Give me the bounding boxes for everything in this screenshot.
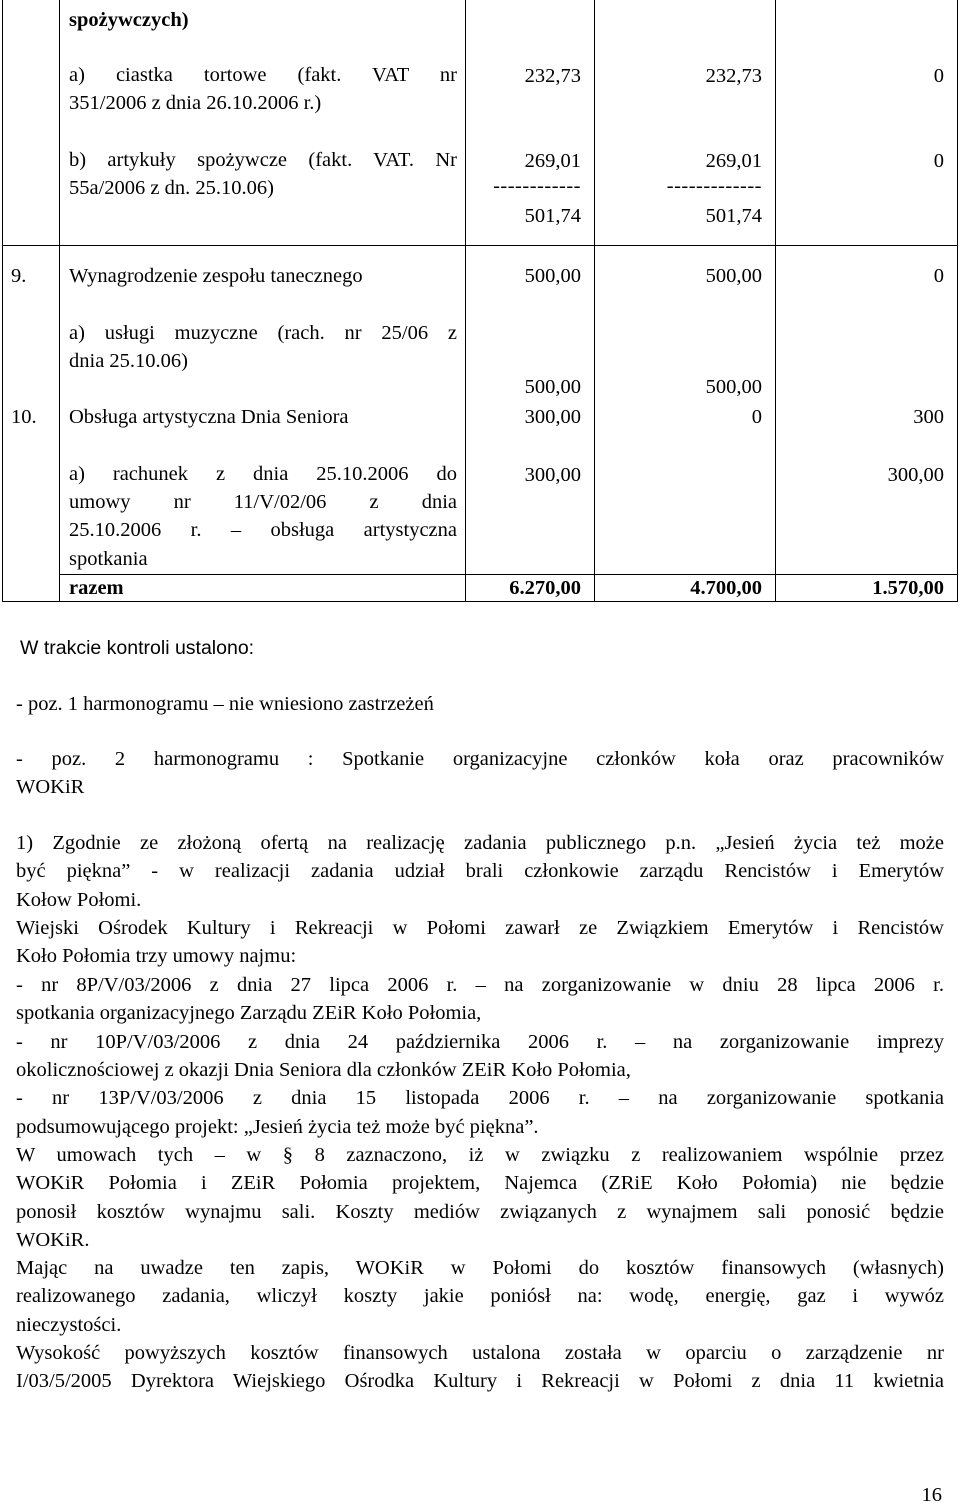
subtotal-separator-2: ------------- [666,175,762,197]
row-8b-value-3: 0 [933,150,944,172]
row-8a-value-2: 232,73 [705,65,762,87]
row-9a-label-line2: dnia 25.10.06) [69,350,188,372]
row-9a-label-line1: a) usługi muzyczne (rach. nr 25/06 z [69,322,457,344]
table-border-left [2,0,3,601]
row-9a-value-2: 500,00 [705,376,762,398]
row-9-label: Wynagrodzenie zespołu tanecznego [69,265,363,287]
row-10a-label-line2: umowy nr 11/V/02/06 z dnia [69,491,457,513]
row-8a-label-line2: 351/2006 z dnia 26.10.2006 r.) [69,92,322,114]
poz2-paragraph [16,745,944,802]
p4-line1: Mając na uwadze ten zapis, WOKiR w Połomi do kosztów finansowych (własnych) [16,1257,944,1279]
subtotal-value-2: 501,74 [705,205,762,227]
table-border-col2 [465,0,466,601]
p4-line3: nieczystości. [16,1313,122,1336]
row-10-value-3: 300 [913,406,944,428]
p4-line2: realizowanego zadania, wliczył koszty jakie poniósł na: wodę, energię, gaz i wywóz [16,1285,944,1308]
row-8b-value-2: 269,01 [705,150,762,172]
p2-line7: - nr 13P/V/03/2006 z dnia 15 listopada 2006 r. – na zorganizowanie spotkania [16,1087,944,1110]
row-9-value-3: 0 [933,265,944,287]
row-8a-label-line1: a) ciastka tortowe (fakt. VAT nr [69,64,457,86]
total-value-1: 6.270,00 [509,577,581,599]
total-value-2: 4.700,00 [690,577,762,599]
p2-line6: okolicznościowej z okazji Dnia Seniora dla członków ZEiR Koło Połomia, [16,1059,631,1082]
row-10a-label-line3: 25.10.2006 r. – obsługa artystyczna [69,519,457,541]
row-10a-label-line4: spotkania [69,548,148,570]
p3-line2: WOKiR Połomia i ZEiR Połomia projektem, Najemca (ZRiE Koło Połomia) nie będzie [16,1172,944,1195]
total-value-3: 1.570,00 [872,577,944,599]
paragraph-1 [16,829,944,914]
table-border-col1 [59,0,60,601]
poz2-line1: - poz. 2 harmonogramu : Spotkanie organizacyjne członków koła oraz pracowników [16,748,944,770]
paragraph-2 [16,914,944,1141]
subtotal-value-1: 501,74 [524,205,581,227]
p3-line3: ponosił kosztów wynajmu sali. Koszty mediów związanych z wynajmem sali ponosić będzie [16,1200,944,1223]
p5-line2: I/03/5/2005 Dyrektora Wiejskiego Ośrodka Kultury i Rekreacji w Połomi z dnia 11 kwietnia [16,1370,944,1393]
total-label: razem [69,577,124,599]
table-border-col4 [775,0,776,601]
row-9a-value-1: 500,00 [524,376,581,398]
row-label-continuation: spożywczych) [69,9,189,31]
row-10-number: 10. [11,406,37,428]
p2-line3: - nr 8P/V/03/2006 z dnia 27 lipca 2006 r. – na zorganizowanie w dniu 28 lipca 2006 r. [16,973,944,996]
row-10-value-1: 300,00 [524,406,581,428]
p1-line2: być piękna” - w realizacji zadania udział brali członkowie zarządu Rencistów i Emerytów [16,860,944,883]
p1-line1: 1) Zgodnie ze złożoną ofertą na realizację zadania publicznego p.n. „Jesień życia też może [16,832,944,854]
subtotal-separator-1: ------------ [493,175,581,197]
row-8a-value-1: 232,73 [524,65,581,87]
cost-table [0,0,960,603]
p5-line1: Wysokość powyższych kosztów finansowych ustalona została w oparciu o zarządzenie nr [16,1342,944,1364]
row-8b-value-1: 269,01 [524,150,581,172]
p2-line4: spotkania organizacyjnego Zarządu ZEiR Koło Połomia, [16,1002,482,1025]
row-10-label: Obsługa artystyczna Dnia Seniora [69,406,349,428]
row-9-value-1: 500,00 [524,265,581,287]
p2-line5: - nr 10P/V/03/2006 z dnia 24 października 2006 r. – na zorganizowanie imprezy [16,1030,944,1053]
p2-line2: Koło Połomia trzy umowy najmu: [16,945,297,968]
row-8b-label-line2: 55a/2006 z dn. 25.10.06) [69,177,274,199]
row-8b-label-line1: b) artykuły spożywcze (fakt. VAT. Nr [69,149,457,171]
row-10a-value-3: 300,00 [887,464,944,486]
p1-line3: Kołow Połomi. [16,888,142,911]
p2-line8: podsumowującego projekt: „Jesień życia też może być piękna”. [16,1115,539,1138]
p3-line4: WOKiR. [16,1229,90,1252]
row-8a-value-3: 0 [933,65,944,87]
p3-line1: W umowach tych – w § 8 zaznaczono, iż w związku z realizowaniem wspólnie przez [16,1144,944,1166]
row-9-number: 9. [11,265,27,287]
row-9-value-2: 500,00 [705,265,762,287]
page-number: 16 [921,1484,942,1506]
findings-heading: W trakcie kontroli ustalono: [20,637,255,659]
table-border-col3 [594,0,595,601]
table-border-bottom [2,601,958,602]
row-10a-value-1: 300,00 [524,464,581,486]
poz2-line2: WOKiR [16,776,85,799]
table-border-row9 [2,245,958,246]
paragraph-3 [16,1141,944,1255]
table-border-right [957,0,958,601]
paragraph-5 [16,1339,944,1396]
paragraph-4 [16,1254,944,1339]
row-10-value-2: 0 [751,406,762,428]
row-10a-label-line1: a) rachunek z dnia 25.10.2006 do [69,463,457,485]
poz1-line: - poz. 1 harmonogramu – nie wniesiono zastrzeżeń [16,693,434,715]
p2-line1: Wiejski Ośrodek Kultury i Rekreacji w Połomi zawarł ze Związkiem Emerytów i Rencistów [16,917,944,939]
